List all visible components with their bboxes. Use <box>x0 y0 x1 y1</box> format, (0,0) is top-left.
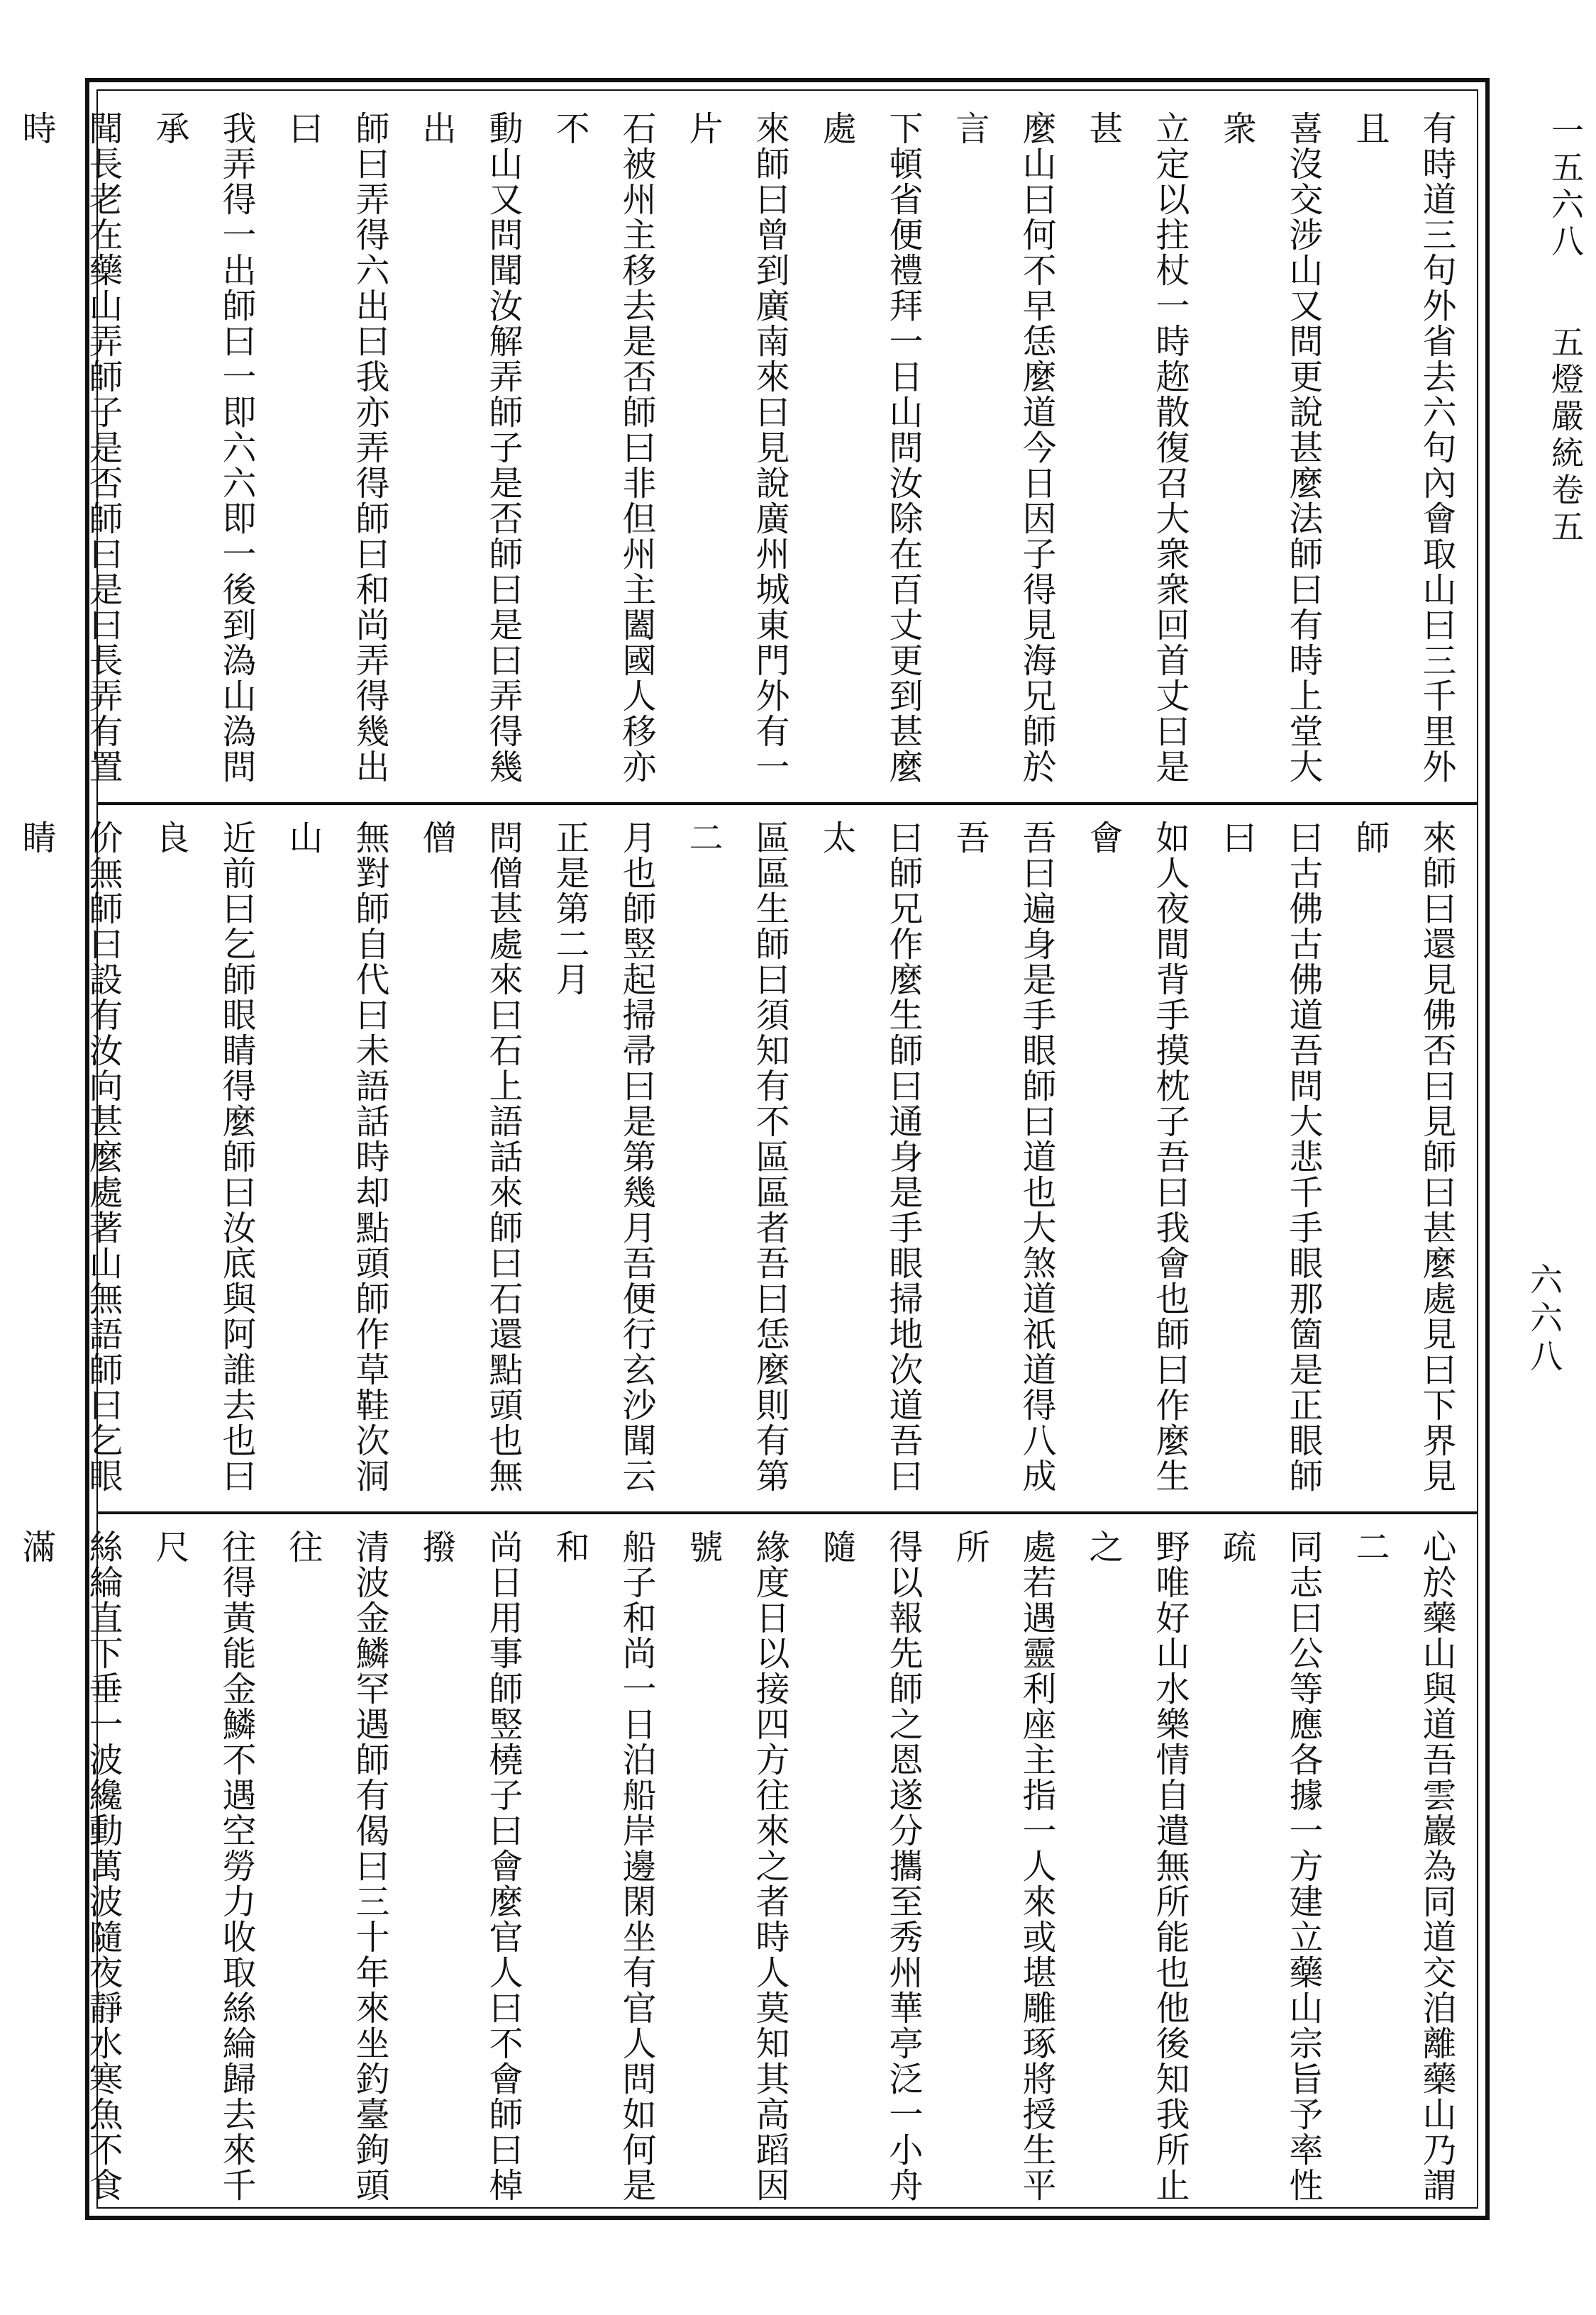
register-divider <box>96 802 1478 805</box>
running-header <box>1497 113 1585 547</box>
register-text: 心於藥山與道吾雲巖為同道交洎離藥山乃謂二 同志曰公等應各據一方建立藥山宗旨予率性疏 野唯好山水樂情自遣無所能也他後知我所止之 處若遇靈利座主指一人來或堪雕琢將授生平所 得以報先師之恩遂分攜至秀州華亭泛一小舟隨 緣度日以接四方往來之者時人莫知其高蹈因號 船子和尚一日泊船岸邊閑坐有官人問如何是和 尚日用事師竪橈子曰會麼官人曰不會師曰棹撥 清波金鱗罕遇師有偈曰三十年來坐釣臺鉤頭往 往得黃能金鱗不遇空勞力收取絲綸歸去來千尺 絲綸直下垂一波纔動萬波隨夜靜水寒魚不食滿 <box>16 1529 1456 2203</box>
page-number: 一五六八 <box>1546 113 1585 261</box>
folio-number: 六六八 <box>1525 1262 1563 1377</box>
text-register-bottom <box>16 1529 1470 2203</box>
register-divider <box>96 1511 1478 1514</box>
text-register-top <box>16 111 1470 788</box>
book-title: 五燈嚴統卷五 <box>1546 325 1585 547</box>
text-frame <box>16 78 1490 2220</box>
register-text: 有時道三句外省去六句內會取山曰三千里外且 喜沒交涉山又問更說甚麼法師曰有時上堂大衆 立定以拄杖一時趂散復召大衆衆回首丈曰是甚 麼山曰何不早恁麼道今日因子得見海兄師於言 下頓省便禮拜一日山問汝除在百丈更到甚麼處 來師曰曾到廣南來曰見說廣州城東門外有一片 石被州主移去是否師曰非但州主闔國人移亦不 動山又問聞汝解弄師子是否師曰是曰弄得幾出 師曰弄得六出曰我亦弄得師曰和尚弄得幾出曰 我弄得一出師曰一即六六即一後到溈山溈問承 聞長老在藥山弄師子是否師曰是曰長弄有置時 <box>16 111 1456 784</box>
register-text: 來師曰還見佛否曰見師曰甚麼處見曰下界見師 曰古佛古佛道吾問大悲千手眼那箇是正眼師曰 如人夜間背手摸枕子吾曰我會也師曰作麼生會 吾曰遍身是手眼師曰道也大煞道祇道得八成吾 曰師兄作麼生師曰通身是手眼掃地次道吾曰太 區區生師曰須知有不區區者吾曰恁麼則有第二 月也師竪起掃帚曰是第幾月吾便行玄沙聞云正是第二月 問僧甚處來曰石上語話來師曰石還點頭也無僧 無對師自代曰未語話時却點頭師作草鞋次洞山 近前曰乞師眼睛得麼師曰汝底與阿誰去也曰良 价無師曰設有汝向甚麼處著山無語師曰乞眼睛 <box>16 820 1456 1494</box>
text-register-middle <box>16 820 1470 1497</box>
